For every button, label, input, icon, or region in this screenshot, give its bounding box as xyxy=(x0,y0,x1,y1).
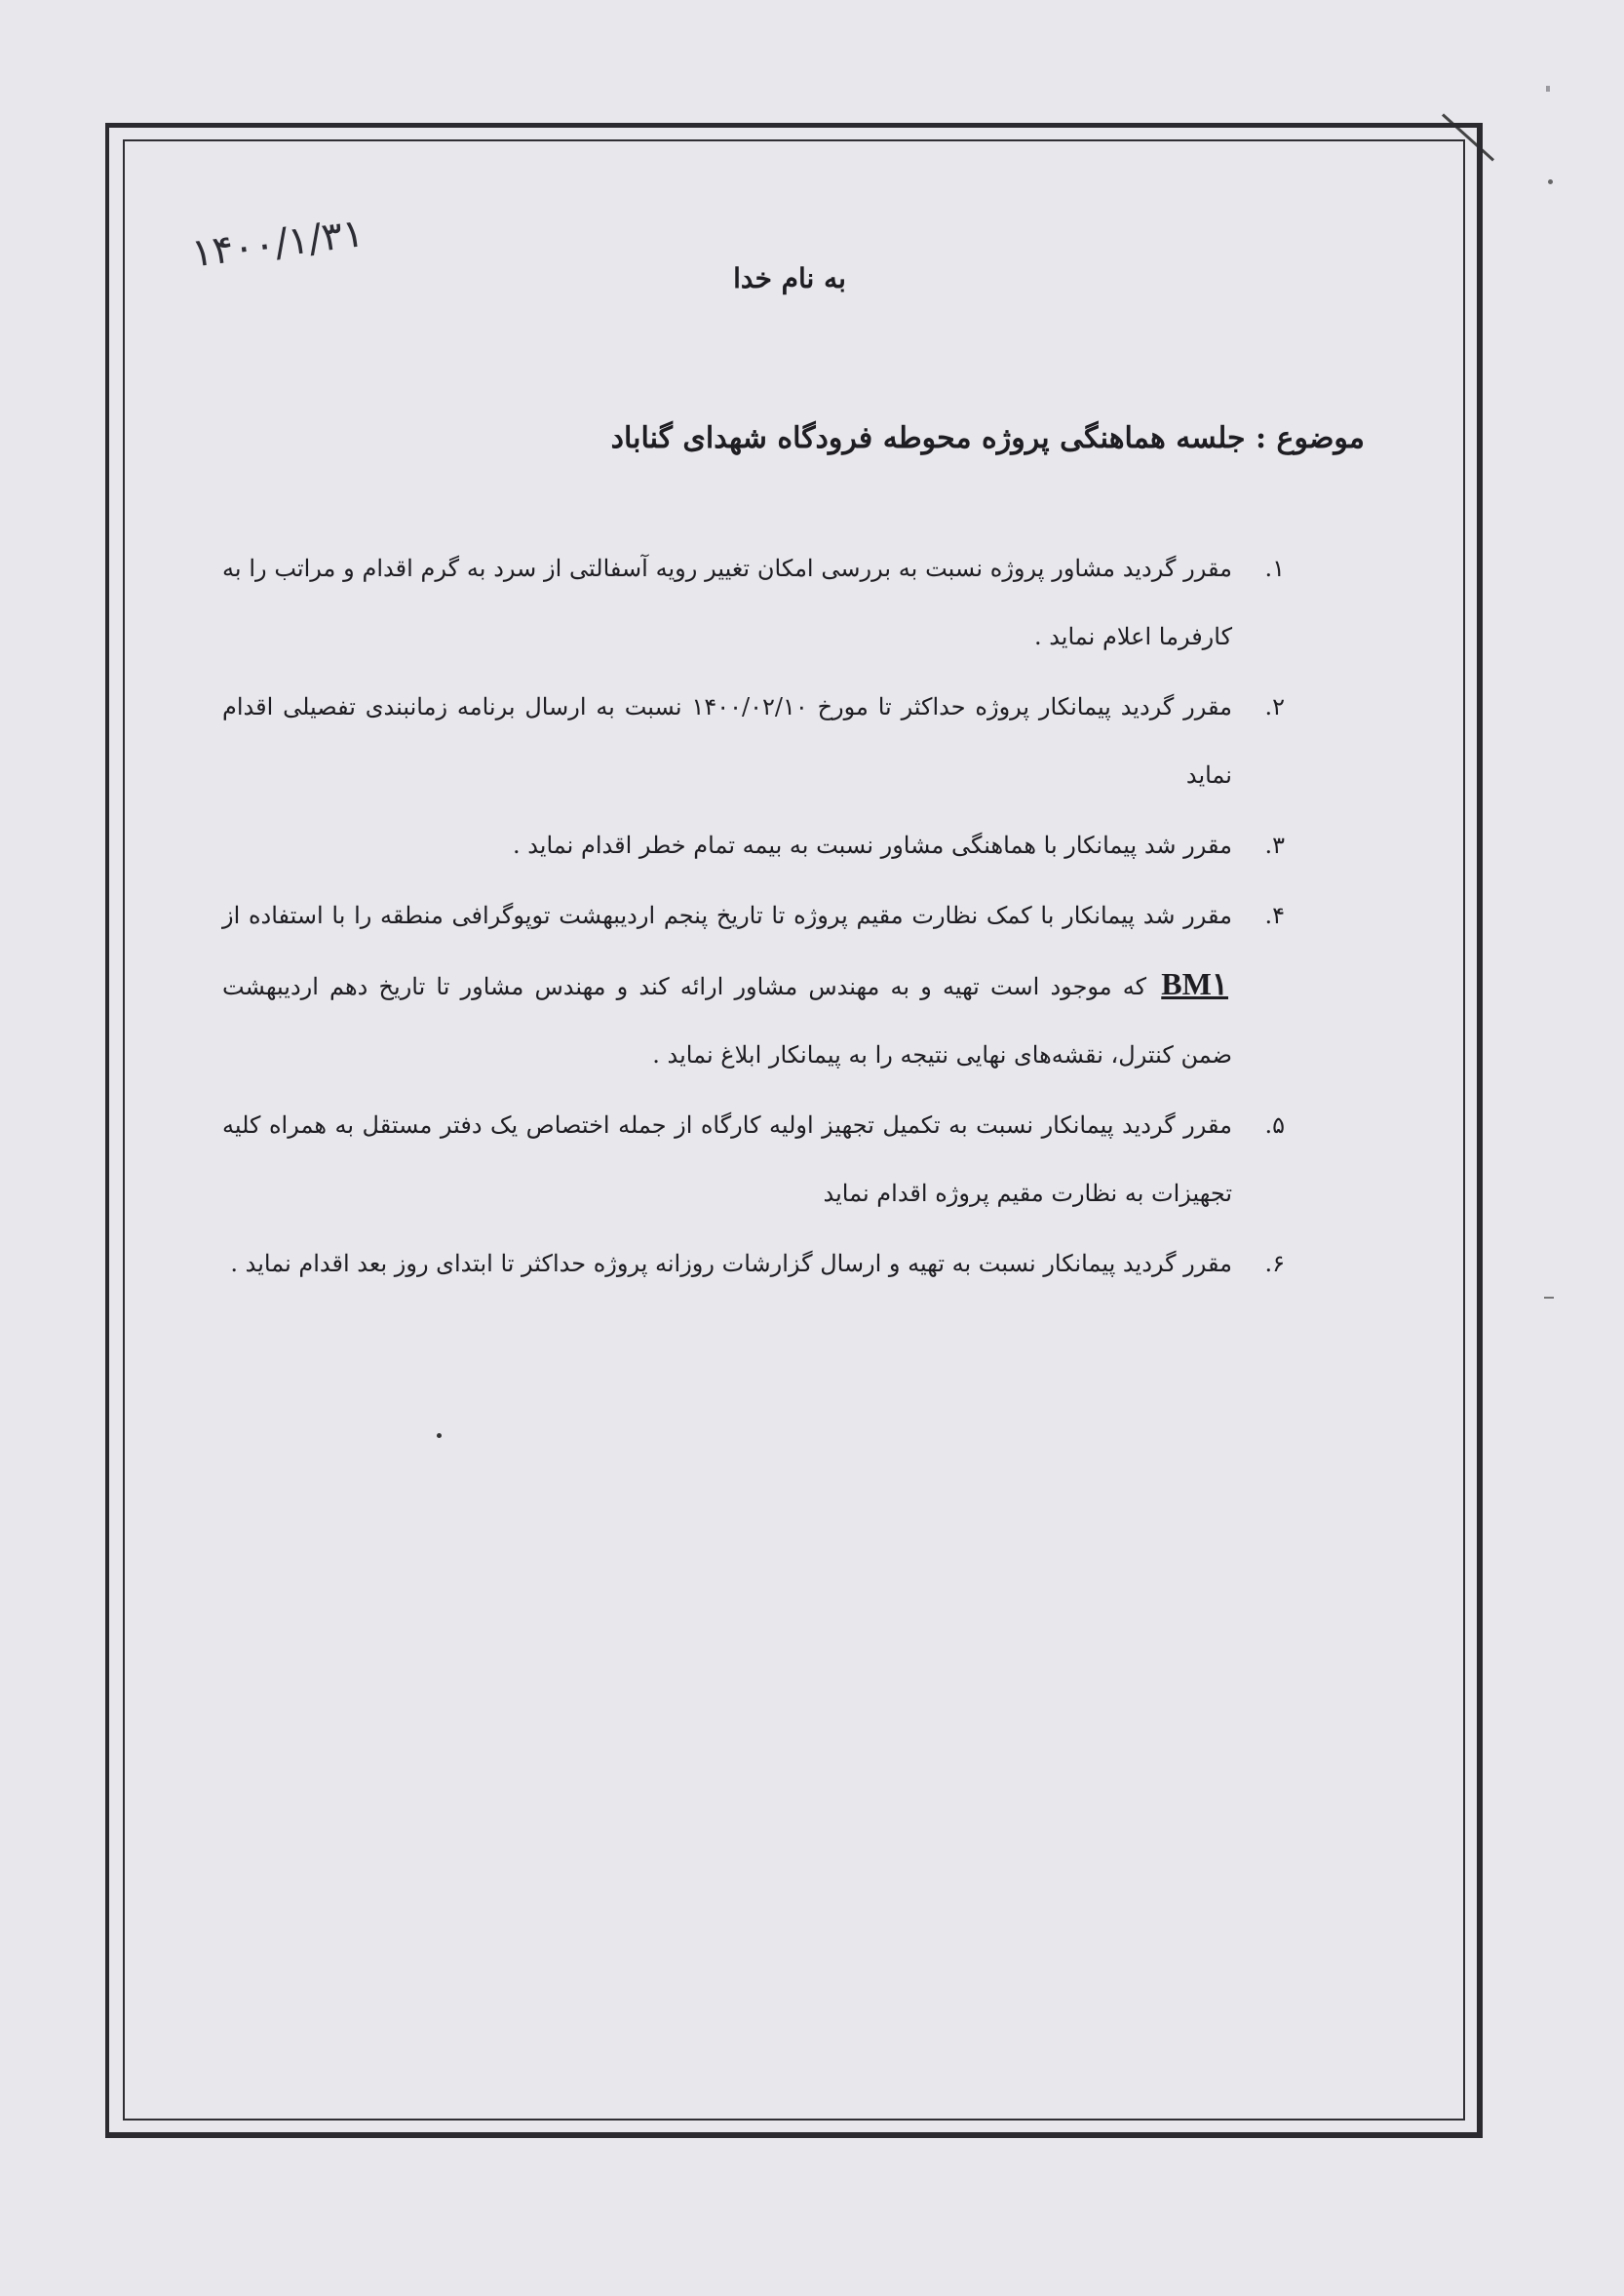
resolution-text: مقرر گردید پیمانکار نسبت به تهیه و ارسال گزارشات روزانه پروژه حداکثر تا ابتدای روز بعد اقدام نماید . xyxy=(230,1250,1232,1277)
resolution-text: مقرر گردید پیمانکار پروژه حداکثر تا مورخ ۱۴۰۰/۰۲/۱۰ نسبت به ارسال برنامه زمانبندی تفصیلی اقدام نماید xyxy=(222,693,1232,789)
scan-speck xyxy=(1546,86,1550,92)
meeting-subject: موضوع : جلسه هماهنگی پروژه محوطه فرودگاه شهدای گناباد xyxy=(610,421,1365,455)
resolution-text: مقرر شد پیمانکار با هماهنگی مشاور نسبت به بیمه تمام خطر اقدام نماید . xyxy=(512,832,1232,859)
resolution-number: ۱. xyxy=(1264,555,1285,582)
resolution-item xyxy=(222,534,1285,671)
resolution-number: ۵. xyxy=(1264,1111,1285,1139)
resolution-number: ۲. xyxy=(1264,693,1285,720)
resolution-number: ۳. xyxy=(1264,832,1285,859)
resolution-item xyxy=(222,811,1285,879)
scan-speck xyxy=(1544,1297,1554,1299)
resolution-text: مقرر گردید پیمانکار نسبت به تکمیل تجهیز اولیه کارگاه از جمله اختصاص یک دفتر مستقل به همراه کلیه تجهیزات به نظارت مقیم پروژه اقدام نماید xyxy=(222,1111,1232,1207)
resolution-item xyxy=(222,1229,1285,1298)
resolution-item xyxy=(222,1091,1285,1227)
handwritten-date: ۱۴۰۰/۱/۳۱ xyxy=(188,211,367,277)
resolution-text-after: که موجود است تهیه و به مهندس مشاور ارائه کند و مهندس مشاور تا تاریخ دهم اردیبهشت ضمن کنترل، نقشه‌های نهایی نتیجه را به پیمانکار ابلاغ نماید . xyxy=(222,973,1232,1069)
page-heading: به نام خدا xyxy=(733,262,846,294)
scan-dot xyxy=(437,1433,442,1438)
benchmark-label: BM۱ xyxy=(1161,966,1228,1001)
resolution-text-before: مقرر شد پیمانکار با کمک نظارت مقیم پروژه تا تاریخ پنجم اردیبهشت توپوگرافی منطقه را با استفاده از xyxy=(222,902,1232,929)
resolution-item xyxy=(222,673,1285,809)
resolution-number: ۶. xyxy=(1264,1250,1285,1277)
scan-speck xyxy=(1548,179,1553,184)
resolutions-list xyxy=(222,534,1285,1300)
resolution-item xyxy=(222,881,1285,1089)
resolution-text: مقرر گردید مشاور پروژه نسبت به بررسی امکان تغییر رویه آسفالتی از سرد به گرم اقدام و مراتب را به کارفرما اعلام نماید . xyxy=(222,555,1232,650)
resolution-number: ۴. xyxy=(1264,902,1285,929)
